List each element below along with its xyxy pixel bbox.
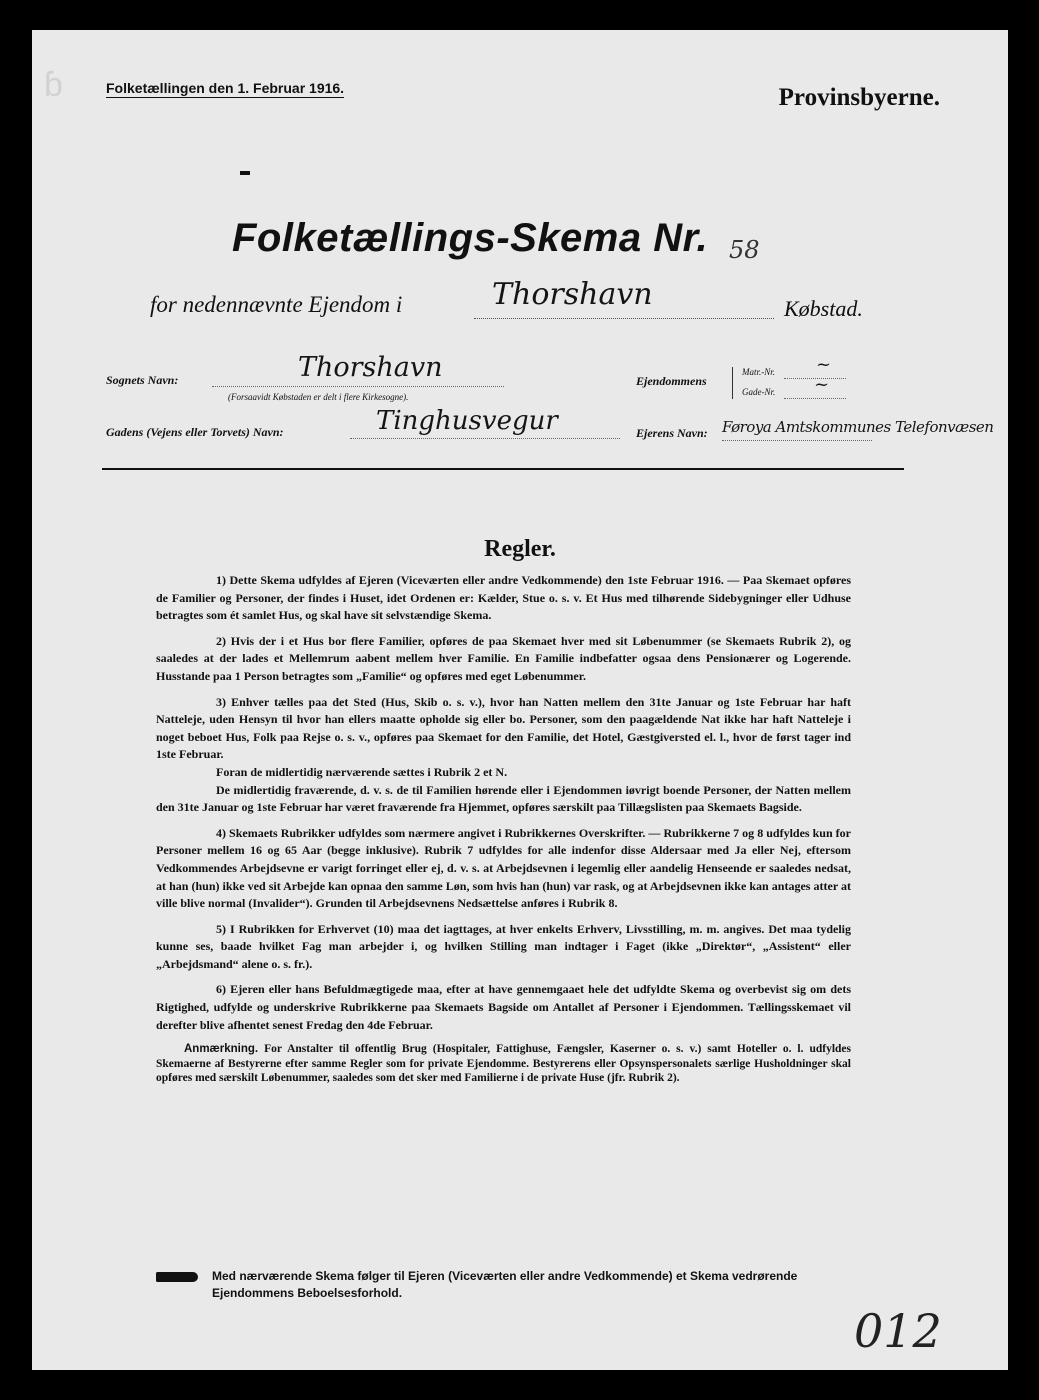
page-number-handwritten: 012 — [854, 1304, 942, 1358]
rule-3-midlertidig-fravaerende: De midlertidig fraværende, d. v. s. de til Familien hørende eller i Ejendommen iøvrigt boende Personer, der Natten mellem den 31te Januar og 1ste Februar har været fraværende fra Hjemmet, opføres særskilt paa Tillægslisten paa Skemaets Bagside. — [156, 782, 851, 815]
pointing-hand-icon — [156, 1272, 198, 1282]
census-form-page — [32, 30, 1008, 1370]
street-label: Gadens (Vejens eller Torvets) Navn: — [106, 425, 284, 439]
faded-stamp: ɓ — [44, 66, 63, 104]
town-handwritten: Thorshavn — [492, 277, 653, 312]
owner-handwritten: Føroya Amtskommunes Telefonvæsen — [722, 418, 994, 436]
matr-nr-label: Matr.-Nr. — [742, 367, 776, 377]
parish-label: Sognets Navn: — [106, 373, 179, 387]
town-dotted-line — [474, 318, 774, 319]
property-brace — [732, 367, 733, 399]
kobstad-label: Købstad. — [784, 296, 863, 321]
property-location-prefix: for nedennævnte Ejendom i — [150, 292, 403, 317]
gade-nr-dotted-line — [784, 398, 846, 399]
census-date-header: Folketællingen den 1. Februar 1916. — [106, 80, 345, 96]
parish-handwritten: Thorshavn — [298, 352, 443, 383]
remark-label: Anmærkning. — [184, 1043, 259, 1056]
parish-dotted-line — [212, 386, 504, 387]
region-header: Provinsbyerne. — [778, 84, 940, 111]
rule-5: 5) I Rubrikken for Erhvervet (10) maa det iagttages, at hver enkelts Erhverv, Livsstilling, m. m. angives. Det maa tydelig kunne ses, baade hvilket Fag man arbejder i, og hvilken Stilling man indtager i Faget (ikke „Direktør“, „Assistent“ eller „Arbejdsmand“ alene o. s. fr.). — [156, 921, 851, 971]
form-title: Folketællings-Skema Nr. — [232, 216, 709, 260]
footer-note — [156, 1268, 876, 1302]
footer-line-2: Ejendommens Beboelsesforhold. — [212, 1286, 403, 1300]
gade-nr-handwritten: ~ — [814, 374, 830, 395]
rule-1: 1) Dette Skema udfyldes af Ejeren (Viceværten eller andre Vedkommende) den 1ste Februar 1916. — Paa Skemaet opføres de Familier og Personer, der findes i Huset, idet Ordenen er: Kælder, Stue o. s. v. Et Hus med tilhørende Sidebygninger eller Udhuse betragtes som ét samlet Hus, og skal have sit selvstændige Skema. — [156, 573, 851, 623]
gade-nr-label: Gade-Nr. — [742, 387, 776, 397]
ink-mark — [240, 171, 250, 175]
rule-3: 3) Enhver tælles paa det Sted (Hus, Skib o. s. v.), hvor han Natten mellem den 31te Januar og 1ste Februar har haft Natteleje, uden Hensyn til hvor han ellers maatte opholde sig eller bo. Personer, som den paagældende Nat ikke har haft Natteleje i noget beboet Hus, Folk paa Rejse o. s. v., opføres paa Skemaet for den Familie, det Hotel, Gæstgiversted el. l., hvor de først tager ind 1ste Februar. — [156, 694, 851, 762]
form-number-handwritten: 58 — [729, 236, 760, 264]
parish-note: (Forsaavidt Købstaden er delt i flere Kirkesogne). — [228, 392, 409, 402]
rules-heading: Regler. — [484, 536, 556, 562]
rule-4: 4) Skemaets Rubrikker udfyldes som nærmere angivet i Rubrikkernes Overskrifter. — Rubrikkerne 7 og 8 udfyldes kun for Personer mellem 16 og 65 Aar (begge inklusive). Rubrik 7 udfyldes for alle indenfor disse Aldersaar med Ja eller Nej, eftersom Vedkommendes Arbejdsevne er varigt forringet eller ej, d. v. s. at Arbejdsevnen i legemlig eller aandelig Henseende er saaledes nedsat, at han (hun) ikke ved sit Arbejde kan opnaa den samme Løn, som hvis han (hun) var rask, og at Arbejdsevnen ikke kan antages atter at ville blive normal (Invalider“). Grunden til Arbejdsevnens Nedsættelse anføres i Rubrik 8. — [156, 825, 851, 911]
remark-text: For Anstalter til offentlig Brug (Hospitaler, Fattighuse, Fængsler, Kaserner o. s. v.) samt Hoteller o. l. udfyldes Skemaerne af Bestyrerne efter samme Regler som for private Ejendomme. Bestyrerens eller Opsynspersonalets særlige Husholdninger skal opføres med særskilt Løbenummer, saaledes som det sker med Familierne i de private Huse (jfr. Rubrik 2). — [156, 1043, 851, 1085]
footer-line-1: Med nærværende Skema følger til Ejeren (Viceværten eller andre Vedkommende) et Skema vedrørende — [212, 1269, 798, 1283]
rule-2: 2) Hvis der i et Hus bor flere Familier, opføres de paa Skemaet hver med sit Løbenummer (se Skemaets Rubrik 2), og saaledes at der lades et Mellemrum aabent mellem hver Familie. En Familie indbefatter ogsaa dens Pensionærer og Logerende. Husstande paa 1 Person betragtes som „Familie“ og opføres med eget Løbenummer. — [156, 633, 851, 683]
street-handwritten: Tinghusvegur — [376, 406, 558, 436]
section-divider — [102, 468, 904, 470]
rules-body — [156, 572, 851, 1094]
rule-6: 6) Ejeren eller hans Befuldmægtigede maa, efter at have gennemgaaet hele det udfyldte Skema og overbevist sig om dets Rigtighed, udfylde og underskrive Rubrikkerne paa Skemaets Bagside om Antallet af Personer i Ejendommen. Tællingsskemaet vil derefter blive afhentet senest Fredag den 4de Februar. — [156, 982, 851, 1032]
property-label: Ejendommens — [636, 374, 707, 388]
remark — [156, 1042, 851, 1086]
rule-3-midlertidig-naervaerende: Foran de midlertidig nærværende sættes i Rubrik 2 et N. — [216, 764, 508, 779]
owner-dotted-line — [722, 440, 872, 441]
street-dotted-line — [350, 438, 620, 439]
owner-label: Ejerens Navn: — [636, 426, 708, 440]
matr-nr-handwritten: ~ — [816, 354, 832, 375]
